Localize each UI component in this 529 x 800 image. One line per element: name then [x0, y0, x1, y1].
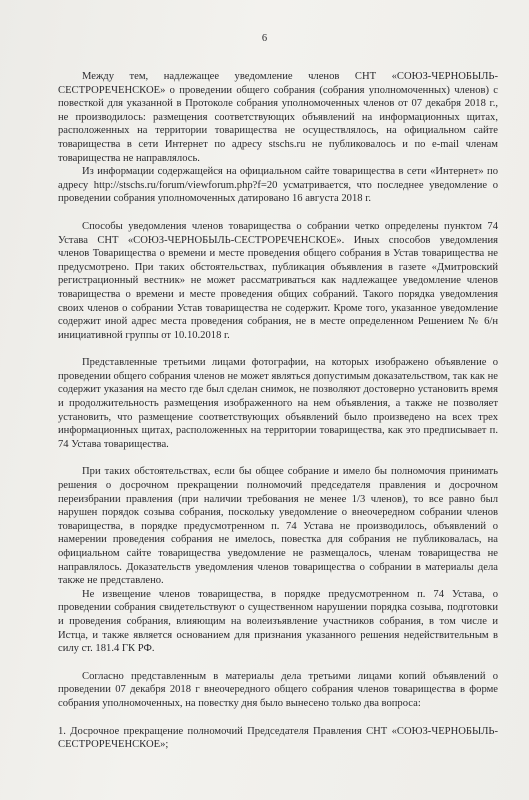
paragraph-agenda-intro: Согласно представленным в материалы дела третьими лицами копий объявлений о проведении 07 декабря 2018 г внеочередного общего собрания членов товарищества в форме собрания уполномоченных, на повестку дня было вынесено только два вопроса: — [58, 670, 498, 709]
paragraph-notice-not-performed: Между тем, надлежащее уведомление членов СНТ «СОЮЗ-ЧЕРНОБЫЛЬ-СЕСТРОРЕЧЕНСКОЕ» о проведении общего собрания (собрания уполномоченных) членов) с повесткой для указанной в Протоколе собрания уполномоченных членов от 07 декабря 2018 г., не производилось: размещения соответствующих объявлений на информационных щитах, расположенных на территории товарищества не осуществлялось, на официальном сайте товарищества в сети Интернет по адресу stschs.ru не публиковалось и по e-mail членам товарищества не направлялось. — [58, 71, 498, 164]
page-number: 6 — [261, 33, 268, 44]
paragraph-non-notification: Не извещение членов товарищества, в порядке предусмотренном п. 74 Устава, о проведении собрания свидетельствуют о существенном нарушении порядка созыва, подготовки и проведения собрания, влияющим на волеизъявление участников собрания, в том числе и Истца, и также является основанием для признания указанного решения недействительным в силу ст. 181.4 ГК РФ. — [58, 588, 498, 655]
paragraph-website-info: Из информации содержащейся на официальном сайте товарищества в сети «Интернет» по адресу http://stschs.ru/forum/viewforum.php?f=20 усматривается, что последнее уведомление о проведении собрания уполномоченных датировано 16 августа 2018 г. — [58, 166, 498, 205]
document-body — [58, 70, 498, 752]
paragraph-photographs: Представленные третьими лицами фотографии, на которых изображено объявление о проведении общего собрания членов не может являться допустимым доказательством, так как не содержит указания на место где был сделан снимок, не позволяют достоверно установить время и продолжительность размещения изображенного на нем объявления, а также не позволяет установить, что размещение соответствующих объявлений было произведено на всех трех информационных щитах, расположенных на территории товарищества, как это предписывает п. 74 Устава товарищества. — [58, 357, 498, 450]
agenda-item-1: 1. Досрочное прекращение полномочий Председателя Правления СНТ «СОЮЗ-ЧЕРНОБЫЛЬ-СЕСТРОРЕЧЕНСКОЕ»; — [58, 725, 498, 751]
paragraph-notification-methods: Способы уведомления членов товарищества о собрании четко определены пунктом 74 Устава СНТ «СОЮЗ-ЧЕРНОБЫЛЬ-СЕСТРОРЕЧЕНСКОЕ». Иных способов уведомления членов Товарищества о времени и месте проведения общего собрания в Устав товарищества не предусмотрено. При таких обстоятельствах, публикация объявления в газете «Дмитровский регистрационный вестник» не может рассматриваться как надлежащее уведомление членов товарищества о времени и месте проведения общих собраний. Такого порядка уведомления своих членов о собрании Устав товарищества не содержит. Кроме того, указанное уведомление содержит иной адрес места проведения собрания, не в месте определенном Решением № 6/н инициативной группы от 10.10.2018 г. — [58, 220, 498, 341]
paragraph-circumstances: При таких обстоятельствах, если бы общее собрание и имело бы полномочия принимать решения о досрочном прекращении полномочий председателя правления и досрочном переизбрании правления (при наличии требования не менее 1/3 членов), то все равно был нарушен порядок созыва собрания, поскольку уведомление о внеочередном собрании членов товарищества, в порядке предусмотренном п. 74 Устава не производилось, объявлений о намерении проведения собрания не имелось, повестка для собрания не публиковалась, на официальном сайте товарищества уведомление не размещалось, членам товарищества не направлялось. Доказательств уведомления членов товарищества о собрании в материалы дела также не представлено. — [58, 466, 498, 587]
